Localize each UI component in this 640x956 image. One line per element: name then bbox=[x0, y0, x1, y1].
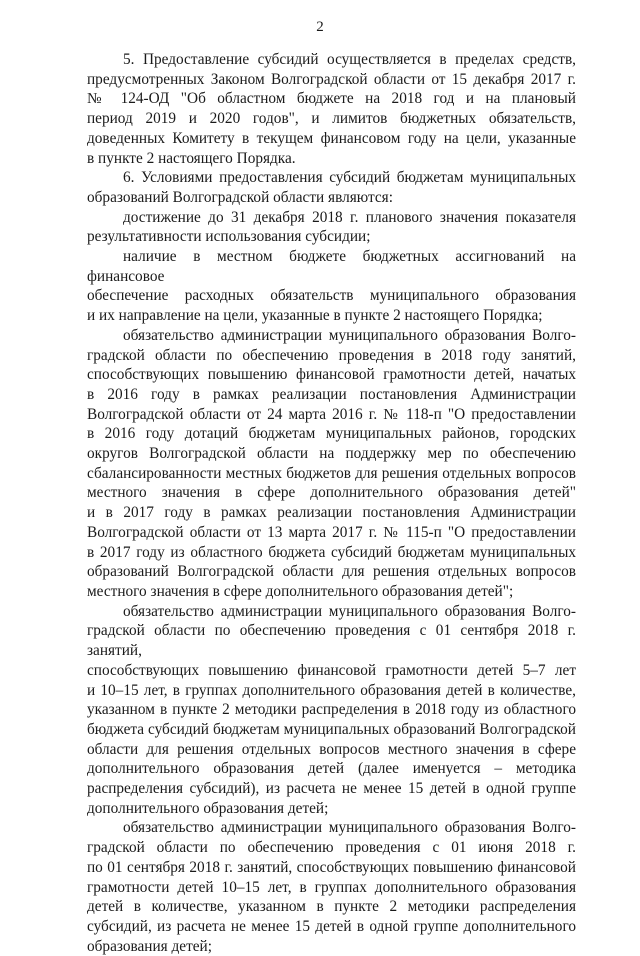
text-line: грамотности детей 10–15 лет, в группах дополнительного образования bbox=[87, 878, 576, 896]
text-line: градской области по обеспечению проведения с 01 сентября 2018 г. занятий, bbox=[87, 622, 576, 660]
text-line: бюджета субсидий бюджетам муниципальных образований Волгоградской bbox=[87, 720, 576, 738]
text-line: дополнительного образования детей; bbox=[87, 799, 329, 817]
text-line: способствующих повышению финансовой грамотности детей, начатых bbox=[87, 366, 576, 384]
text-line: доведенных Комитету в текущем финансовом году на цели, указанные bbox=[87, 129, 576, 147]
text-line: обязательство администрации муниципального образования Волго- bbox=[123, 326, 576, 344]
text-line: образований Волгоградской области для решения отдельных вопросов bbox=[87, 563, 576, 581]
text-line: указанном в пункте 2 методики распределения в 2018 году из областного bbox=[87, 701, 576, 719]
text-line: и 10–15 лет, в группах дополнительного образования детей в количестве, bbox=[87, 681, 576, 699]
paragraph bbox=[87, 326, 576, 602]
text-line: образования детей; bbox=[87, 937, 212, 955]
page-number: 2 bbox=[316, 19, 324, 35]
text-line: градской области по обеспечению проведения с 01 июня 2018 г. bbox=[87, 839, 576, 857]
paragraph bbox=[87, 50, 576, 168]
text-line: в 2016 году дотаций бюджетам муниципальных районов, городских bbox=[87, 425, 576, 443]
text-line: обязательство администрации муниципального образования Волго- bbox=[123, 819, 576, 837]
text-line: в 2016 году в рамках реализации постановления Администрации bbox=[87, 385, 576, 403]
text-line: субсидий, из расчета не менее 15 детей в одной группе дополнительного bbox=[87, 917, 576, 935]
text-line: № 124-ОД "Об областном бюджете на 2018 год и на плановый bbox=[87, 90, 576, 108]
text-line: 6. Условиями предоставления субсидий бюджетам муниципальных bbox=[123, 169, 576, 187]
document-body bbox=[87, 50, 576, 956]
text-line: обеспечение расходных обязательств муниципального образования bbox=[87, 287, 576, 305]
text-line: Волгоградской области от 13 марта 2017 г. № 115-п "О предоставлении bbox=[87, 523, 576, 541]
text-line: достижение до 31 декабря 2018 г. планового значения показателя bbox=[123, 208, 576, 226]
text-line: наличие в местном бюджете бюджетных ассигнований на финансовое bbox=[87, 248, 576, 285]
text-line: в 2017 году из областного бюджета субсидий бюджетам муниципальных bbox=[87, 543, 576, 561]
text-line: детей в количестве, указанном в пункте 2 методики распределения bbox=[87, 898, 576, 916]
text-line: дополнительного образования детей (далее именуется – методика bbox=[87, 760, 576, 778]
text-line: предусмотренных Законом Волгоградской области от 15 декабря 2017 г. bbox=[87, 70, 576, 88]
text-line: распределения субсидий), из расчета не менее 15 детей в одной группе bbox=[87, 780, 576, 798]
text-line: местного значения в сфере дополнительного образования детей"; bbox=[87, 582, 514, 600]
paragraph bbox=[87, 168, 576, 207]
text-line: местного значения в сфере дополнительного образования детей" bbox=[87, 484, 576, 502]
text-line: и в 2017 году в рамках реализации постановления Администрации bbox=[87, 504, 576, 522]
text-line: образований Волгоградской области являются: bbox=[87, 188, 393, 206]
text-line: округов Волгоградской области на поддержку мер по обеспечению bbox=[87, 445, 576, 463]
text-line: области для решения отдельных вопросов местного значения в сфере bbox=[87, 740, 576, 758]
text-line: обязательство администрации муниципального образования Волго- bbox=[123, 602, 576, 620]
text-line: по 01 сентября 2018 г. занятий, способствующих повышению финансовой bbox=[87, 858, 576, 876]
text-line: 5. Предоставление субсидий осуществляется в пределах средств, bbox=[123, 51, 576, 68]
text-line: градской области по обеспечению проведения в 2018 году занятий, bbox=[87, 346, 576, 364]
text-line: сбалансированности местных бюджетов для решения отдельных вопросов bbox=[87, 464, 576, 482]
text-line: результативности использования субсидии; bbox=[87, 228, 371, 246]
text-line: период 2019 и 2020 годов", и лимитов бюджетных обязательств, bbox=[87, 110, 576, 128]
paragraph bbox=[87, 247, 576, 326]
paragraph bbox=[87, 208, 576, 247]
paragraph bbox=[87, 602, 576, 819]
text-line: и их направление на цели, указанные в пункте 2 настоящего Порядка; bbox=[87, 307, 543, 325]
paragraph bbox=[87, 818, 576, 956]
text-line: Волгоградской области от 24 марта 2016 г. № 118-п "О предоставлении bbox=[87, 405, 576, 423]
text-line: способствующих повышению финансовой грамотности детей 5–7 лет bbox=[87, 661, 576, 679]
text-line: в пункте 2 настоящего Порядка. bbox=[87, 149, 296, 167]
